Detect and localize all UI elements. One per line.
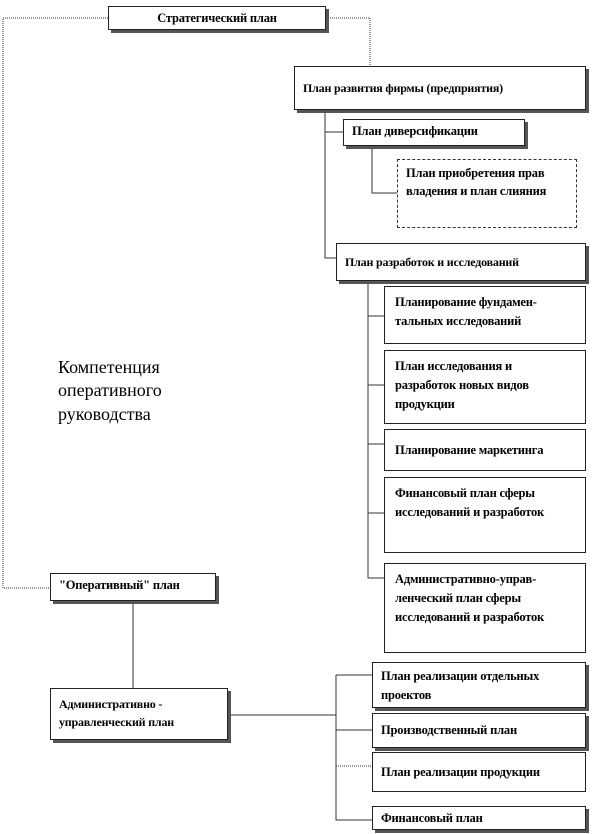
diversification-plan-box: План диверсификации — [343, 119, 525, 146]
rnd-financial-plan-box: Финансовый план сферы исследований и разработок — [384, 477, 586, 553]
rnd-admin-plan-box: Административно-управ-ленческий план сферы исследований и разработок — [384, 563, 586, 653]
strategic-plan-box: Стратегический план — [108, 6, 326, 30]
marketing-planning-box: Планирование маркетинга — [384, 429, 586, 471]
fundamental-research-planning-box: Планирование фундамен-тальных исследований — [384, 286, 586, 344]
competence-region-label: Компетенция оперативного руководства — [58, 357, 162, 424]
connector-strategic-development — [326, 18, 370, 66]
project-realization-plan-box: План реализации отдельных проектов — [372, 662, 586, 708]
admin-management-plan-box: Административно - управленческий план — [50, 688, 228, 740]
rnd-plan-box: План разработок и исследований — [336, 243, 586, 281]
acquisition-plan-box: План приобретения прав владения и план слияния — [397, 159, 577, 228]
financial-plan-box: Финансовый план — [372, 806, 586, 830]
new-products-rnd-plan-box: План исследования и разработок новых видов продукции — [384, 350, 586, 424]
company-development-plan-box: План развития фирмы (предприятия) — [294, 66, 586, 110]
connector-rnd-children — [368, 281, 384, 578]
sales-plan-box: План реализации продукции — [372, 752, 586, 792]
production-plan-box: Производственный план — [372, 713, 586, 748]
connector-diversification-acquisition — [372, 146, 397, 193]
competence-region-border — [3, 18, 108, 588]
connector-admin-children — [336, 675, 372, 820]
operational-plan-box: "Оперативный" план — [50, 573, 216, 601]
